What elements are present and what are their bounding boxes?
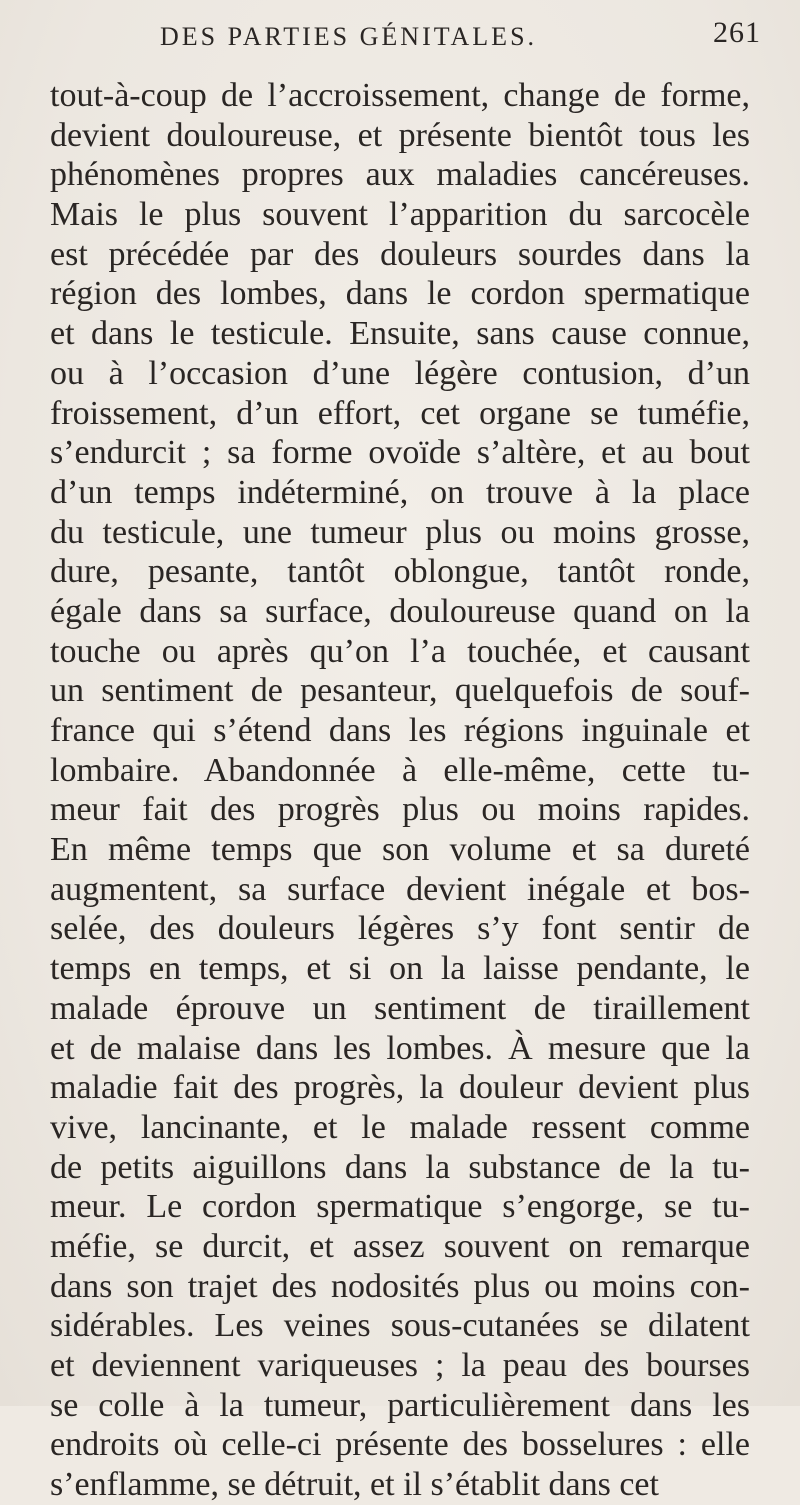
text-line: augmentent, sa surface devient inégale et bos- xyxy=(50,870,750,908)
text-line: endroits où celle-ci présente des bosselures : elle xyxy=(50,1426,750,1464)
text-line: froissement, d’un effort, cet organe se tuméfie, xyxy=(50,394,750,432)
text-line: En même temps que son volume et sa dureté xyxy=(50,831,750,869)
text-line: s’enflamme, se détruit, et il s’établit dans cet xyxy=(50,1466,659,1504)
running-title: DES PARTIES GÉNITALES. xyxy=(160,22,538,51)
text-line: phénomènes propres aux maladies cancéreuses. xyxy=(50,156,750,194)
text-line: temps en temps, et si on la laisse pendante, le xyxy=(50,950,750,988)
text-line: est précédée par des douleurs sourdes dans la xyxy=(50,235,750,273)
text-line: et deviennent variqueuses ; la peau des bourses xyxy=(50,1347,750,1384)
text-line: et de malaise dans les lombes. À mesure que la xyxy=(50,1029,750,1067)
text-line: un sentiment de pesanteur, quelquefois de souf- xyxy=(50,672,750,710)
text-line: touche ou après qu’on l’a touchée, et causant xyxy=(50,632,750,670)
text-line: d’un temps indéterminé, on trouve à la place xyxy=(50,473,750,511)
text-line: maladie fait des progrès, la douleur devient plus xyxy=(50,1069,750,1107)
text-line: lombaire. Abandonnée à elle-même, cette tu- xyxy=(50,751,750,789)
text-line: tout-à-coup de l’accroissement, change de forme, xyxy=(50,77,750,114)
text-line: ou à l’occasion d’une légère contusion, d’un xyxy=(50,354,750,392)
text-line: dure, pesante, tantôt oblongue, tantôt ronde, xyxy=(50,553,750,591)
text-line: région des lombes, dans le cordon spermatique xyxy=(50,275,750,313)
text-line: se colle à la tumeur, particulièrement dans les xyxy=(50,1386,750,1424)
text-line: meur fait des progrès plus ou moins rapides. xyxy=(50,791,750,829)
text-line: et dans le testicule. Ensuite, sans cause connue, xyxy=(50,315,750,353)
text-line: méfie, se durcit, et assez souvent on remarque xyxy=(50,1227,750,1265)
page-number: 261 xyxy=(713,16,761,49)
text-line: selée, des douleurs légères s’y font sentir de xyxy=(50,910,750,948)
text-line: vive, lancinante, et le malade ressent comme xyxy=(50,1108,750,1146)
text-line: france qui s’étend dans les régions inguinale et xyxy=(50,712,750,749)
text-line: malade éprouve un sentiment de tiraillement xyxy=(50,989,750,1027)
text-line: s’endurcit ; sa forme ovoïde s’altère, et au bout xyxy=(50,434,750,472)
text-line: de petits aiguillons dans la substance de la tu- xyxy=(50,1148,750,1186)
text-line: meur. Le cordon spermatique s’engorge, se tu- xyxy=(50,1188,750,1226)
text-line: Mais le plus souvent l’apparition du sarcocèle xyxy=(50,196,750,234)
text-line: du testicule, une tumeur plus ou moins grosse, xyxy=(50,513,750,551)
text-line: sidérables. Les veines sous-cutanées se dilatent xyxy=(50,1307,750,1345)
text-line: égale dans sa surface, douloureuse quand on la xyxy=(50,592,750,630)
text-line: dans son trajet des nodosités plus ou moins con- xyxy=(50,1267,750,1305)
body-text xyxy=(50,76,750,1505)
text-line: devient douloureuse, et présente bientôt tous les xyxy=(50,116,750,154)
